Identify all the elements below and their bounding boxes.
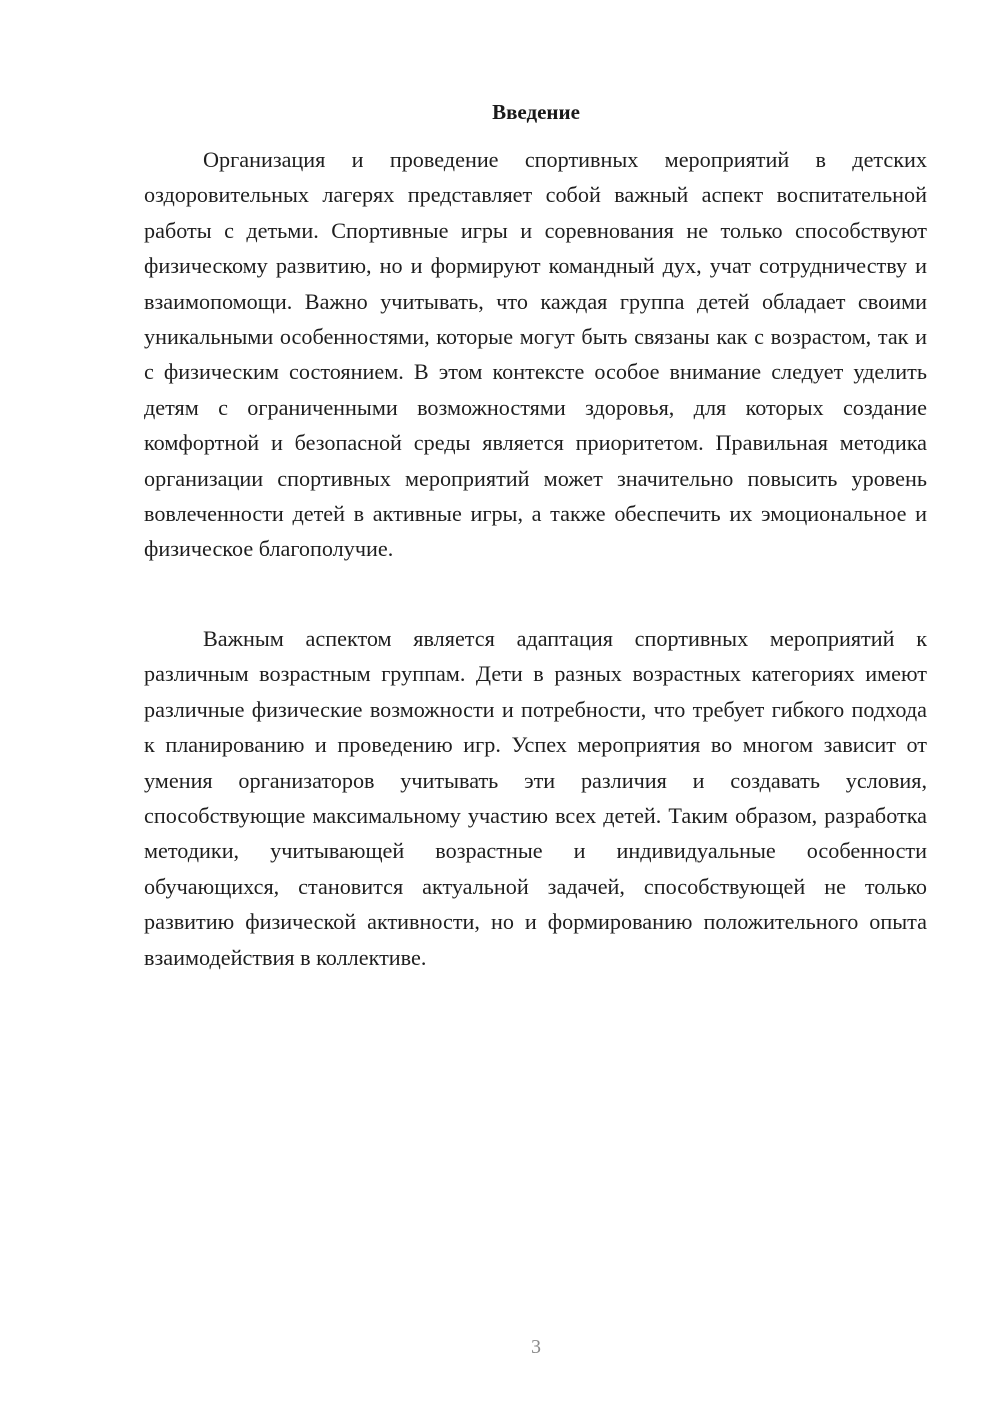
section-heading: Введение bbox=[492, 100, 580, 124]
page-number: 3 bbox=[531, 1336, 541, 1358]
paragraph-2: Важным аспектом является адаптация спортивных мероприятий к различным возрастным группам. Дети в разных возрастных категориях имеют различные физические возможности и потребности, что требует гибкого подхода к планированию и проведению игр. Успех мероприятия во многом зависит от умения организаторов учитывать эти различия и создавать условия, способствующие максимальному участию всех детей. Таким образом, разработка методики, учитывающей возрастные и индивидуальные особенности обучающихся, становится актуальной задачей, способствующей не только развитию физической активности, но и формированию положительного опыта взаимодействия в коллективе. bbox=[144, 626, 927, 970]
paragraph-1: Организация и проведение спортивных мероприятий в детских оздоровительных лагерях представляет собой важный аспект воспитательной работы с детьми. Спортивные игры и соревнования не только способствуют физическому развитию, но и формируют командный дух, учат сотрудничеству и взаимопомощи. Важно учитывать, что каждая группа детей обладает своими уникальными особенностями, которые могут быть связаны как с возрастом, так и с физическим состоянием. В этом контексте особое внимание следует уделить детям с ограниченными возможностями здоровья, для которых создание комфортной и безопасной среды является приоритетом. Правильная методика организации спортивных мероприятий может значительно повысить уровень вовлеченности детей в активные игры, а также обеспечить их эмоциональное и физическое благополучие. bbox=[144, 147, 927, 562]
